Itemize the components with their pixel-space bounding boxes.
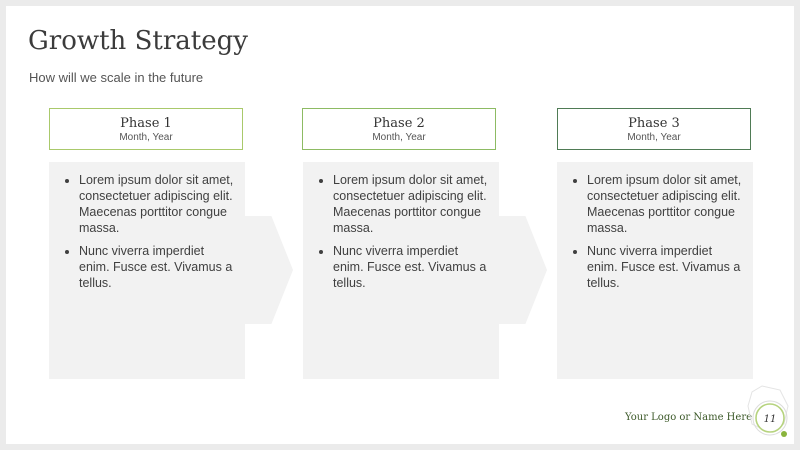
slide — [6, 6, 794, 444]
list-item: • Nunc viverra imperdiet enim. Fusce est. Vivamus a tellus. — [79, 243, 235, 291]
phase-1-title: Phase 1 — [120, 116, 172, 131]
page-number: 11 — [763, 414, 777, 425]
slide-title: Growth Strategy — [28, 26, 248, 56]
phase-1-bullet-list — [49, 162, 245, 291]
phase-2-title: Phase 2 — [373, 116, 425, 131]
phase-3-title: Phase 3 — [628, 116, 680, 131]
phase-2-header — [302, 108, 496, 150]
phase-1-header — [49, 108, 243, 150]
arrow-connector-2 — [499, 216, 547, 324]
phase-3-card — [557, 162, 753, 379]
list-item: • Lorem ipsum dolor sit amet, consectetuer adipiscing elit. Maecenas porttitor congue massa. — [333, 172, 489, 236]
phase-1-date: Month, Year — [119, 132, 173, 143]
page-number-badge — [744, 384, 792, 444]
phase-3-bullet-list — [557, 162, 753, 291]
phase-1-card — [49, 162, 245, 379]
list-item: • Lorem ipsum dolor sit amet, consectetuer adipiscing elit. Maecenas porttitor congue massa. — [79, 172, 235, 236]
phase-3-header — [557, 108, 751, 150]
phase-2-date: Month, Year — [372, 132, 426, 143]
green-dot-icon — [781, 431, 787, 437]
slide-subtitle: How will we scale in the future — [29, 70, 204, 85]
footer-logo-text: Your Logo or Name Here — [625, 412, 753, 423]
phase-2-card — [303, 162, 499, 379]
arrow-connector-1 — [245, 216, 293, 324]
list-item: • Lorem ipsum dolor sit amet, consectetuer adipiscing elit. Maecenas porttitor congue massa. — [587, 172, 743, 236]
list-item: • Nunc viverra imperdiet enim. Fusce est. Vivamus a tellus. — [333, 243, 489, 291]
phase-2-bullet-list — [303, 162, 499, 291]
list-item: • Nunc viverra imperdiet enim. Fusce est. Vivamus a tellus. — [587, 243, 743, 291]
phase-3-date: Month, Year — [627, 132, 681, 143]
